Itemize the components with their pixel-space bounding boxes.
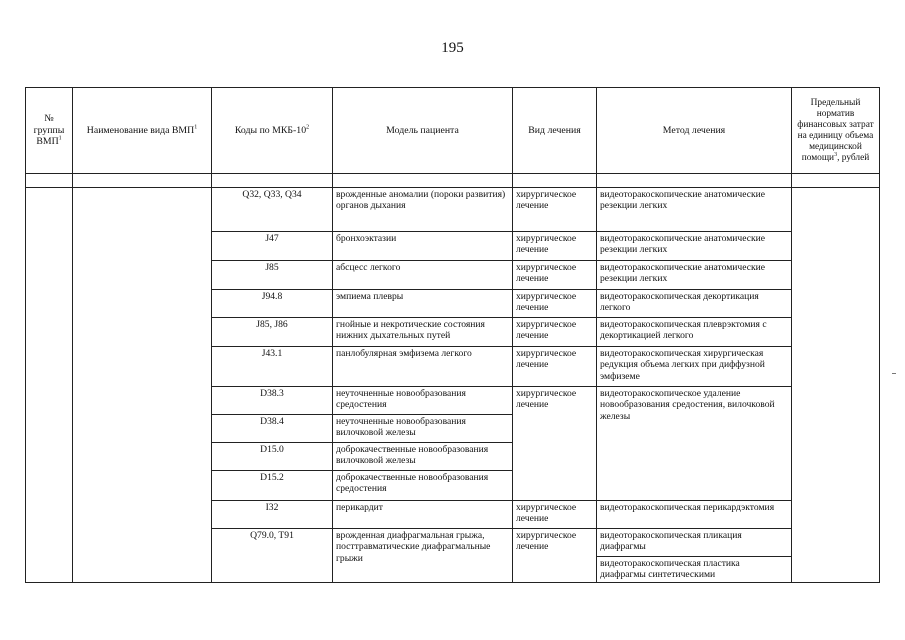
treatment-method: видеоторакоскопическая декортикация легкого	[597, 290, 792, 318]
treatment-type: хирургическое лечение	[513, 261, 597, 290]
patient-model: неуточненные новообразования вилочковой железы	[333, 415, 513, 443]
treatment-type: хирургическое лечение	[513, 232, 597, 261]
treatment-method: видеоторакоскопические анатомические резекции легких	[597, 261, 792, 290]
patient-model: врожденные аномалии (пороки развития) органов дыхания	[333, 188, 513, 232]
cost-limit-cell	[792, 188, 880, 583]
patient-model: врожденная диафрагмальная грыжа, посттравматические диафрагмальные грыжи	[333, 529, 513, 583]
treatment-type: хирургическое лечение	[513, 529, 597, 583]
treatment-method: видеоторакоскопические анатомические резекции легких	[597, 188, 792, 232]
icd-code: J85, J86	[212, 318, 333, 347]
group-number-cell	[26, 188, 73, 583]
patient-model: бронхоэктазии	[333, 232, 513, 261]
header-vmp-name: Наименование вида ВМП$^1$	[73, 88, 212, 174]
patient-model: неуточненные новообразования средостения	[333, 387, 513, 415]
page-number: 195	[441, 40, 464, 56]
treatment-type: хирургическое лечение	[513, 188, 597, 232]
icd-code: J94.8	[212, 290, 333, 318]
spacer-row	[26, 174, 880, 188]
icd-code: J85	[212, 261, 333, 290]
icd-code: J47	[212, 232, 333, 261]
patient-model: доброкачественные новообразования средостения	[333, 471, 513, 501]
treatment-method: видеоторакоскопическая пликация диафрагмы	[597, 529, 792, 557]
header-patient-model: Модель пациента	[333, 88, 513, 174]
icd-code: J43.1	[212, 347, 333, 387]
patient-model: доброкачественные новообразования вилочковой железы	[333, 443, 513, 471]
treatment-method: видеоторакоскопическое удаление новообразования средостения, вилочковой железы	[597, 387, 792, 501]
patient-model: панлобулярная эмфизема легкого	[333, 347, 513, 387]
header-cost-limit: Предельный норматив финансовых затрат на единицу объема медицинской помощи$^3$, рублей	[792, 88, 880, 174]
treatment-method-2: видеоторакоскопическая пластика диафрагмы синтетическими	[597, 557, 792, 583]
header-icd-codes: Коды по МКБ-$10^2$	[212, 88, 333, 174]
treatment-type: хирургическое лечение	[513, 387, 597, 501]
patient-model: перикардит	[333, 501, 513, 529]
header-treatment-method: Метод лечения	[597, 88, 792, 174]
treatment-method: видеоторакоскопическая перикардэктомия	[597, 501, 792, 529]
vmp-name-cell	[73, 188, 212, 583]
patient-model: эмпиема плевры	[333, 290, 513, 318]
margin-mark	[892, 373, 896, 374]
icd-code: D15.2	[212, 471, 333, 501]
icd-code: Q32, Q33, Q34	[212, 188, 333, 232]
patient-model: абсцесс легкого	[333, 261, 513, 290]
icd-code: D38.3	[212, 387, 333, 415]
icd-code: I32	[212, 501, 333, 529]
header-treatment-type: Вид лечения	[513, 88, 597, 174]
vmp-table	[25, 87, 880, 583]
treatment-type: хирургическое лечение	[513, 501, 597, 529]
header-row	[26, 88, 880, 174]
treatment-type: хирургическое лечение	[513, 347, 597, 387]
patient-model: гнойные и некротические состояния нижних дыхательных путей	[333, 318, 513, 347]
header-group-number: № группы ВМП$^1$	[26, 88, 73, 174]
treatment-method: видеоторакоскопическая хирургическая редукция объема легких при диффузной эмфиземе	[597, 347, 792, 387]
treatment-type: хирургическое лечение	[513, 290, 597, 318]
treatment-type: хирургическое лечение	[513, 318, 597, 347]
treatment-method: видеоторакоскопические анатомические резекции легких	[597, 232, 792, 261]
icd-code: D38.4	[212, 415, 333, 443]
icd-code: D15.0	[212, 443, 333, 471]
table-row	[26, 188, 880, 232]
treatment-method: видеоторакоскопическая плеврэктомия с декортикацией легкого	[597, 318, 792, 347]
icd-code: Q79.0, T91	[212, 529, 333, 583]
